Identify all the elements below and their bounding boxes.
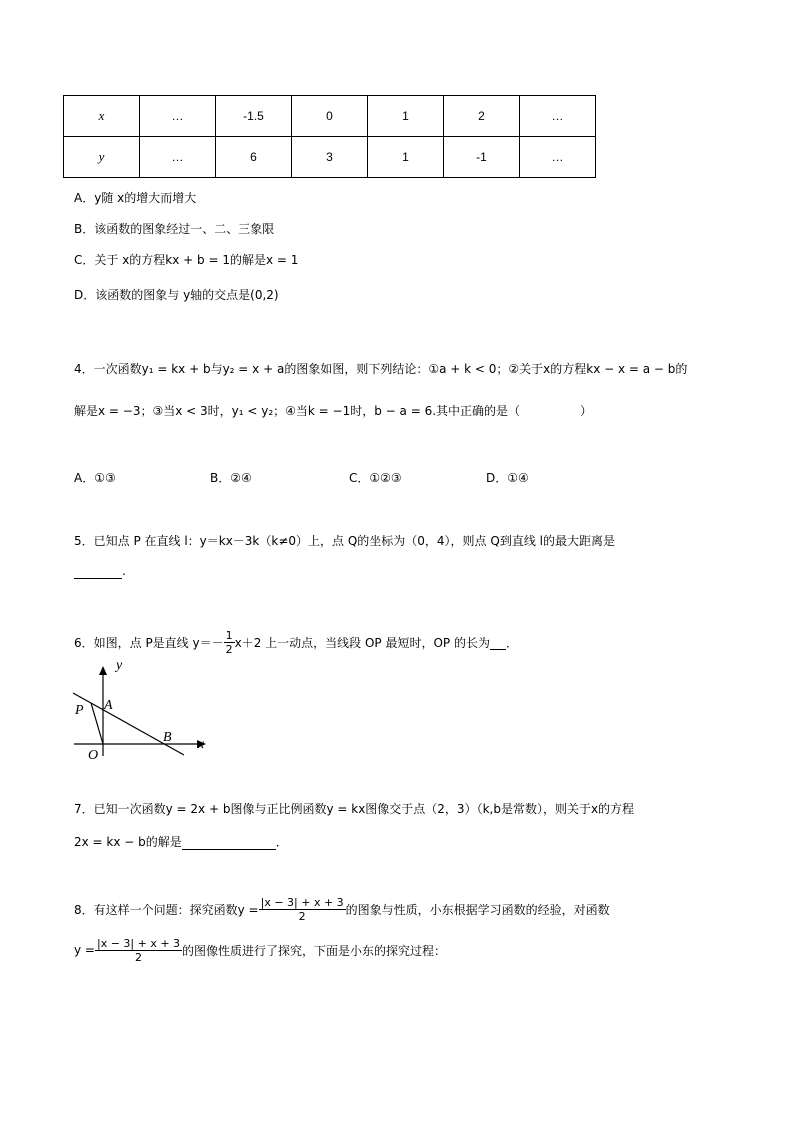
q8-line2 bbox=[74, 930, 446, 970]
table-row-y bbox=[64, 137, 596, 178]
point-b-label: B bbox=[163, 730, 172, 745]
fraction-numerator: |x − 3| + x + 3 bbox=[260, 895, 344, 909]
q4-line2: 解是x = −3；③当x < 3时，y₁ < y₂；④当k = −1时，b − a = 6.其中正确的是（ ） bbox=[74, 404, 593, 418]
q6-prefix: 6．如图，点 P是直线 y＝－ bbox=[74, 635, 224, 650]
fraction-denominator: 2 bbox=[135, 950, 143, 964]
table-cell: … bbox=[520, 137, 596, 178]
table-cell: 1 bbox=[368, 96, 444, 137]
q8-line1 bbox=[74, 889, 610, 929]
q3-option-c bbox=[74, 251, 298, 268]
table-header-y: y bbox=[64, 137, 140, 178]
q3-option-b bbox=[74, 220, 274, 237]
table-cell: … bbox=[520, 96, 596, 137]
table-cell: -1.5 bbox=[216, 96, 292, 137]
table-cell: -1 bbox=[444, 137, 520, 178]
point-p-label: P bbox=[75, 703, 84, 718]
option-label: B． bbox=[210, 471, 231, 485]
table-cell: 0 bbox=[292, 96, 368, 137]
q7-line2-prefix: 2x = kx − b的解是 bbox=[74, 835, 182, 849]
q4-option-d bbox=[486, 469, 529, 486]
q4-option-a bbox=[74, 469, 116, 486]
fraction-denominator: 2 bbox=[225, 642, 233, 656]
fraction-numerator: 1 bbox=[225, 628, 233, 642]
option-text: 该函数的图象与 y轴的交点是(0,2) bbox=[95, 288, 279, 302]
q5-line2-end: . bbox=[122, 564, 126, 578]
table-cell: 1 bbox=[368, 137, 444, 178]
q6-figure bbox=[66, 656, 216, 766]
option-label: C． bbox=[349, 471, 370, 485]
function-line bbox=[73, 693, 184, 755]
q6-fraction bbox=[224, 630, 235, 655]
q8-fraction-2 bbox=[95, 938, 182, 963]
table-cell: 2 bbox=[444, 96, 520, 137]
q5-line2 bbox=[74, 564, 126, 579]
option-label: C． bbox=[74, 253, 95, 267]
fraction-denominator: 2 bbox=[298, 909, 306, 923]
answer-blank bbox=[182, 835, 276, 850]
x-axis-label: x bbox=[198, 737, 205, 752]
option-text: ①④ bbox=[507, 471, 529, 485]
value-table bbox=[63, 95, 596, 178]
q7-line2-end: ． bbox=[275, 835, 288, 849]
option-text: ②④ bbox=[230, 471, 252, 485]
q8-fraction bbox=[259, 897, 346, 922]
q8-line1-suffix: 的图象与性质，小东根据学习函数的经验，对函数 bbox=[345, 902, 610, 917]
option-label: D． bbox=[74, 288, 96, 302]
table-row-x bbox=[64, 96, 596, 137]
q7-line1: 7．已知一次函数y = 2x + b图像与正比例函数y = kx图像交于点（2，3）（k,b是常数），则关于x的方程 bbox=[74, 802, 635, 816]
table-cell: … bbox=[140, 96, 216, 137]
q6-line bbox=[74, 624, 518, 660]
answer-blank bbox=[74, 564, 122, 579]
y-axis-label: y bbox=[116, 658, 123, 673]
option-text: ①③ bbox=[94, 471, 116, 485]
option-text: 关于 x的方程kx + b = 1的解是x = 1 bbox=[94, 253, 299, 267]
y-axis-arrow bbox=[99, 666, 107, 675]
fraction-numerator: |x − 3| + x + 3 bbox=[96, 936, 181, 950]
q8-line1-prefix: 8．有这样一个问题：探究函数y = bbox=[74, 902, 259, 917]
q3-option-d bbox=[74, 286, 279, 303]
q4-option-b bbox=[210, 469, 252, 486]
q5-line1: 5．已知点 P 在直线 l：y＝kx－3k（k≠0）上，点 Q的坐标为（0，4），则点 Q到直线 l的最大距离是 bbox=[74, 534, 615, 548]
option-text: ①②③ bbox=[369, 471, 402, 485]
option-text: 该函数的图象经过一、二、三象限 bbox=[94, 222, 275, 236]
table-cell: 6 bbox=[216, 137, 292, 178]
q7-line2 bbox=[74, 833, 288, 850]
option-label: D． bbox=[486, 471, 508, 485]
q8-line2-suffix: 的图像性质进行了探究，下面是小东的探究过程： bbox=[182, 943, 447, 958]
option-label: B． bbox=[74, 222, 95, 236]
q4-line1: 4．一次函数y₁ = kx + b与y₂ = x + a的图象如图，则下列结论：①a + k < 0；②关于x的方程kx − x = a − b的 bbox=[74, 362, 688, 376]
q4-option-c bbox=[349, 469, 402, 486]
q3-option-a bbox=[74, 189, 196, 206]
table-cell: 3 bbox=[292, 137, 368, 178]
origin-label: O bbox=[88, 748, 99, 763]
answer-blank bbox=[490, 635, 506, 650]
table-cell: … bbox=[140, 137, 216, 178]
q6-suffix: x＋2 上一动点，当线段 OP 最短时，OP 的长为 bbox=[234, 635, 490, 650]
option-text: y随 x的增大而增大 bbox=[94, 191, 197, 205]
point-a-label: A bbox=[104, 698, 113, 713]
q8-line2-prefix: y = bbox=[74, 943, 95, 957]
table-header-x: x bbox=[64, 96, 140, 137]
q6-end: ． bbox=[505, 635, 518, 650]
option-label: A． bbox=[74, 471, 95, 485]
option-label: A． bbox=[74, 191, 95, 205]
